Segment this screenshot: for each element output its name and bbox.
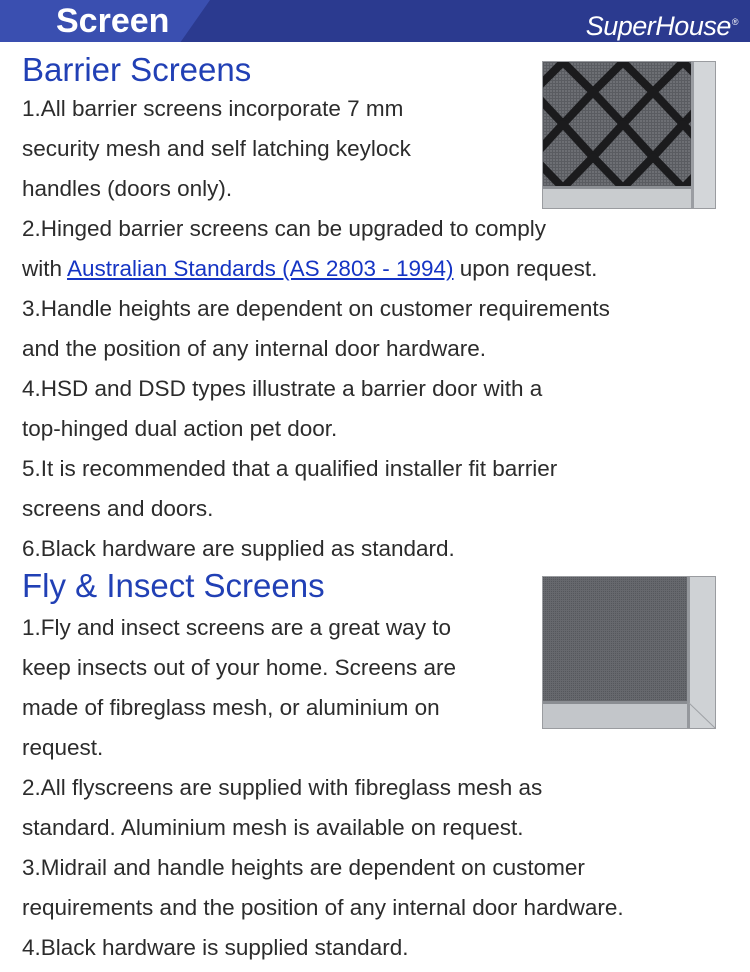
registered-mark: ®: [731, 17, 738, 27]
barrier-point-2-text-b: upon request.: [453, 256, 598, 281]
barrier-mesh-image: [542, 61, 716, 209]
barrier-point-1: 1.All barrier screens incorporate 7 mm security mesh and self latching keylock handles (doors only).: [22, 96, 411, 201]
fly-insect-screens-title: Fly & Insect Screens: [22, 567, 325, 604]
fly-point-3: 3.Midrail and handle heights are dependent on customer requirements and the position of any internal door hardware.: [22, 855, 624, 920]
section-tab-label: Screen: [56, 2, 170, 40]
header-bar: [0, 0, 750, 42]
barrier-point-2: [22, 209, 597, 289]
brand-logo: [585, 6, 738, 41]
diamond-security-mesh-icon: [543, 62, 715, 208]
fibreglass-mesh-corner-icon: [543, 577, 715, 728]
barrier-point-3: 3.Handle heights are dependent on customer requirements and the position of any internal door hardware.: [22, 296, 610, 361]
barrier-point-4: 4.HSD and DSD types illustrate a barrier door with a top-hinged dual action pet door.: [22, 376, 543, 441]
australian-standards-link[interactable]: Australian Standards (AS 2803 - 1994): [67, 256, 454, 281]
fly-point-4: 4.Black hardware is supplied standard.: [22, 935, 409, 960]
fly-point-1: 1.Fly and insect screens are a great way to keep insects out of your home. Screens are made of fibreglass mesh, or aluminium on request.: [22, 615, 456, 760]
barrier-point-2-text-a: 2.Hinged barrier screens can be upgraded to comply with: [22, 216, 547, 281]
fly-point-2: 2.All flyscreens are supplied with fibreglass mesh as standard. Aluminium mesh is available on request.: [22, 775, 543, 840]
barrier-screens-title: Barrier Screens: [22, 51, 252, 88]
brand-name: SuperHouse: [585, 11, 731, 41]
barrier-point-5: 5.It is recommended that a qualified installer fit barrier screens and doors.: [22, 456, 558, 521]
barrier-point-6: 6.Black hardware are supplied as standard.: [22, 536, 455, 561]
fly-mesh-image: [542, 576, 716, 729]
